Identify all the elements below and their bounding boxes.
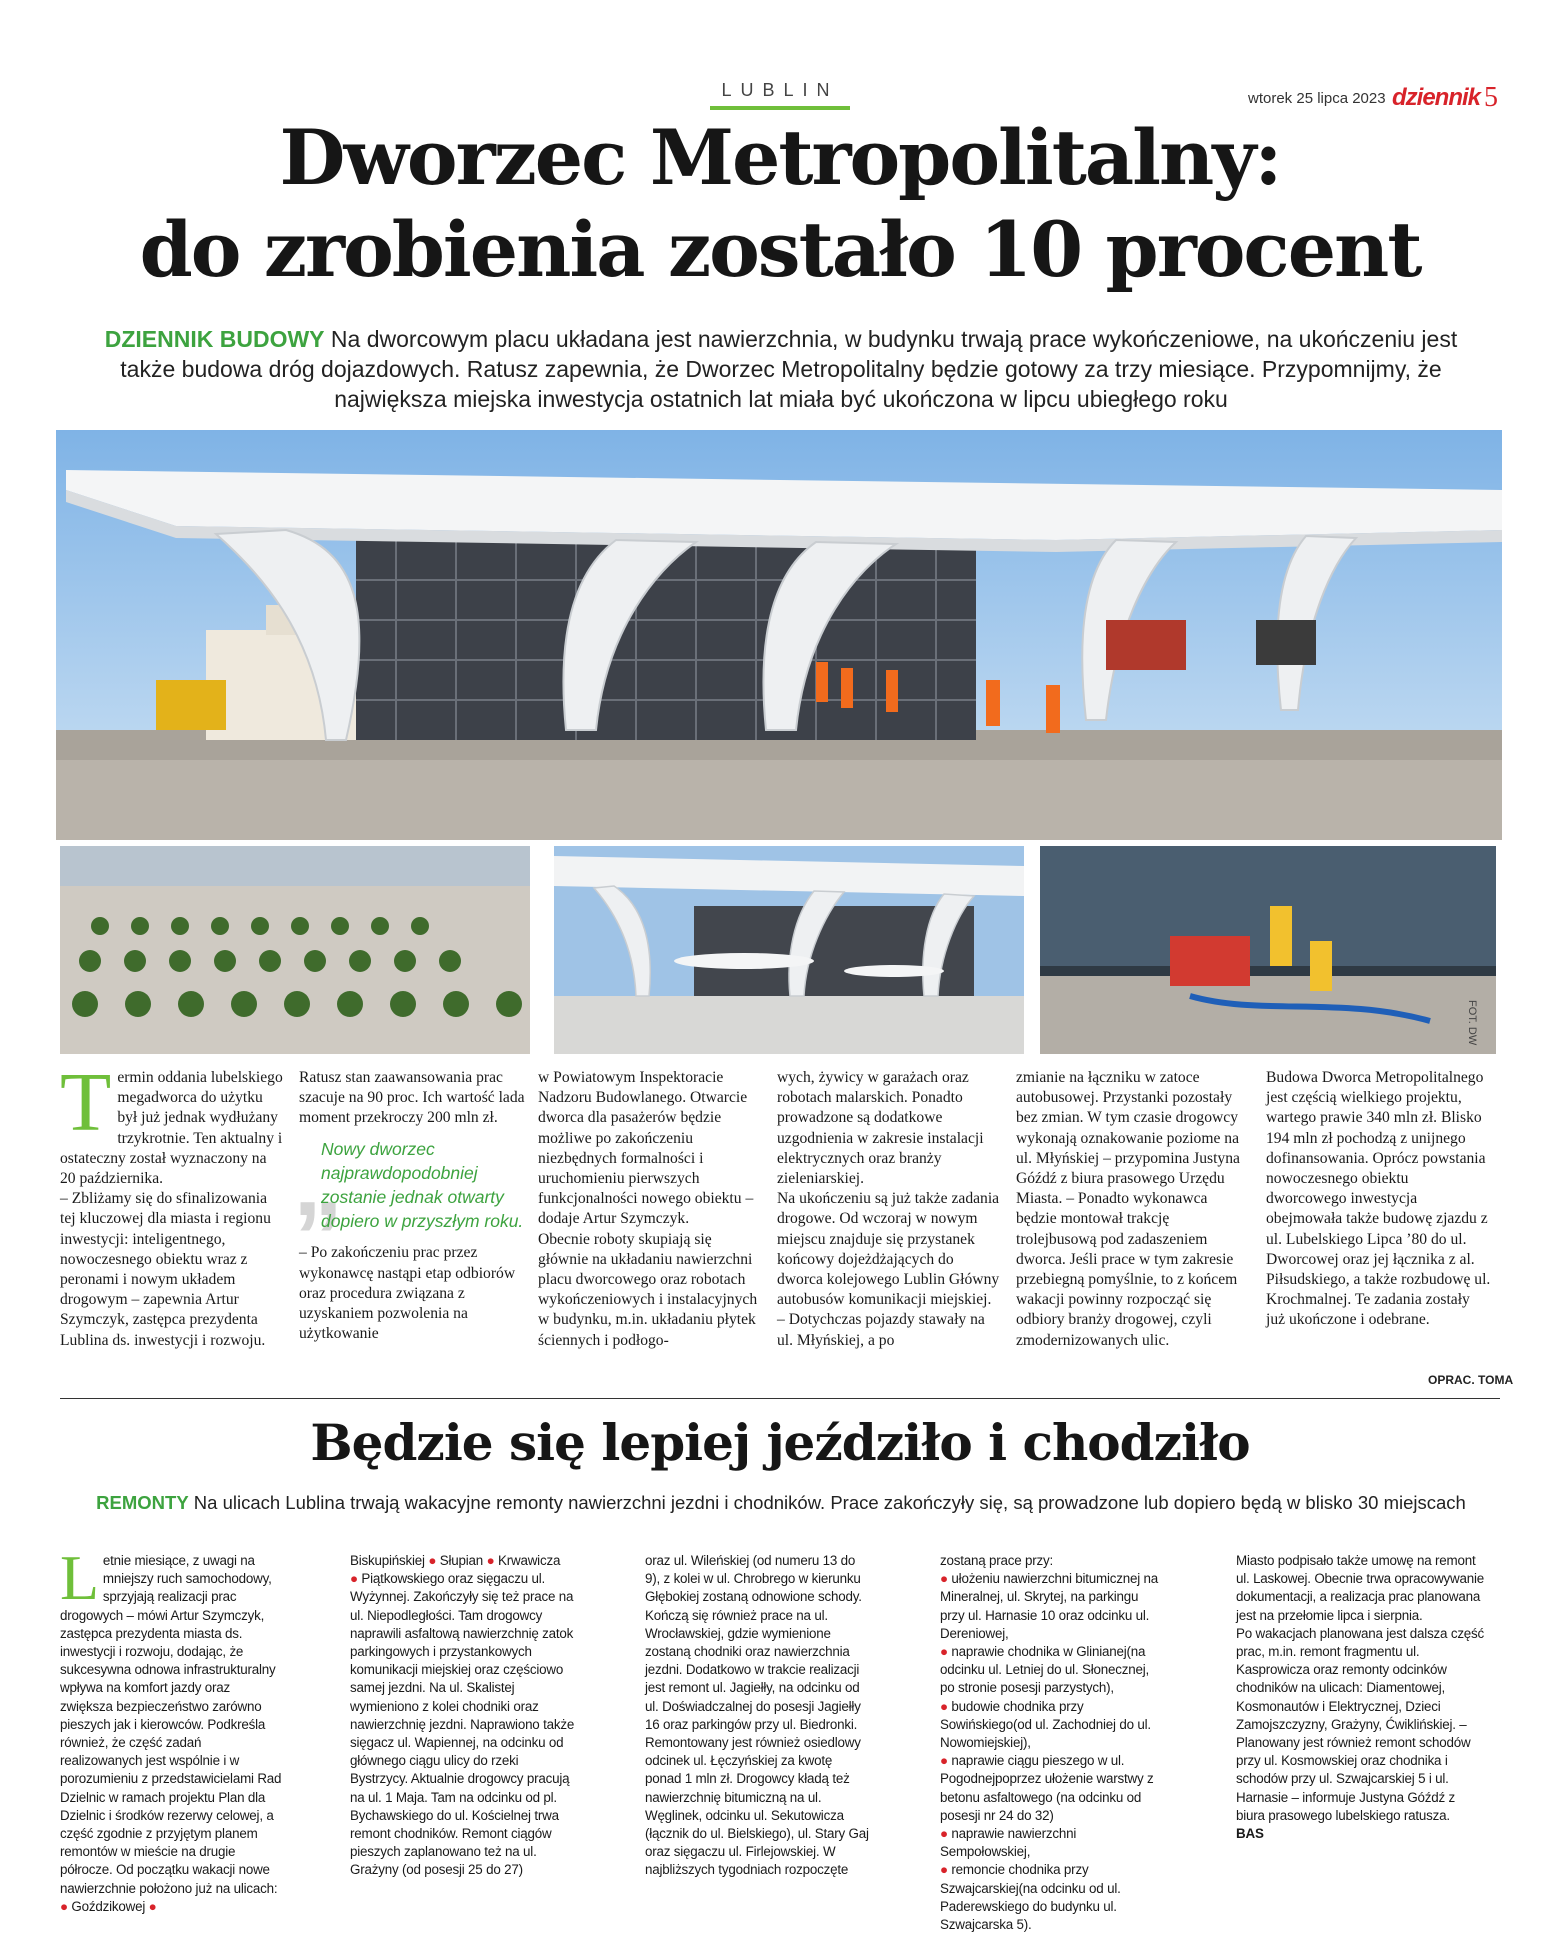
paragraph: ermin oddania lubelskiego megadworca do użytku był już jednak wydłużany trzykrotnie. Ten aktualny i ostateczny został wyznaczony na 20 października. bbox=[60, 1069, 283, 1188]
headline-line-2: do zrobienia zostało 10 procent bbox=[139, 205, 1421, 294]
bullet-dot: ● bbox=[940, 1862, 948, 1878]
article2-column-3 bbox=[645, 1552, 871, 1880]
list-item: naprawie ciągu pieszego w ul. Pogodnejpoprzez ułożenie warstwy z betonu asfaltowego (na odcinku od posesji nr 24 do 32) bbox=[940, 1753, 1154, 1823]
dropcap: T bbox=[60, 1056, 112, 1149]
article1-kicker: DZIENNIK BUDOWY bbox=[104, 326, 325, 352]
bullet-dot: ● bbox=[428, 1553, 437, 1568]
article2-headline: Będzie się lepiej jeździło i chodziło bbox=[310, 1413, 1250, 1472]
list-item: ułożeniu nawierzchni bitumicznej na Mineralnej, ul. Skrytej, na parkingu przy ul. Harnasie 10 oraz odcinku ul. Dereniowej, bbox=[940, 1571, 1159, 1641]
photo-planted-square bbox=[60, 846, 530, 1054]
paragraph: w Powiatowym Inspektoracie Nadzoru Budowlanego. Otwarcie dworca dla pasażerów będzie możliwe po zakończeniu niezbędnych formalności i uruchomieniu pierwszych funkcjonalności nowego obiektu – dodaje Artur Szymczyk. bbox=[538, 1069, 754, 1228]
street-name: Biskupińskiej bbox=[350, 1553, 425, 1568]
article1-column-5 bbox=[1016, 1068, 1242, 1351]
paragraph: – Po zakończeniu prac przez wykonawcę nastąpi etap odbiorów oraz procedura związana z uzyskaniem pozwolenia na użytkowanie bbox=[299, 1244, 516, 1343]
paragraph: Zakończyły się też prace na ul. Niepodległości. Tam drogowcy naprawili asfaltową nawierzchnię zatok parkingowych i przystankowych komunikacji miejskiej oraz częściowo samej jezdni. Na ul. Skalistej wymieniono z kolei chodniki oraz nawierzchnię jezdni. Naprawiono także sięgacz ul. Wapiennej, na odcinku od głównego ciągu ulicy do rzeki Bystrzycy. Aktualnie drogowcy pracują na ul. 1 Maja. Tam na odcinku od pl. Bychawskiego do ul. Kościelnej trwa remont chodników. Remont ciągów pieszych zaplanowano też na ul. Grażyny (od posesji 25 do 27) bbox=[350, 1589, 575, 1878]
street-name: Goździkowej bbox=[71, 1898, 146, 1914]
article2-column-5 bbox=[1236, 1552, 1486, 1843]
headline-line-1: Dworzec Metropolitalny: bbox=[279, 113, 1281, 202]
paragraph: oraz ul. Wileńskiej (od numeru 13 do 9), z kolei w ul. Chrobrego w kierunku Głębokiej zostaną odnowione schody. Kończą się również prace na ul. Wrocławskiej, gdzie wymienione zostaną chodniki oraz nawierzchnia jezdni. Dodatkowo w trakcie realizacji jest remont ul. Jagiełły, na odcinku od ul. Doświadczalnej do posesji Jagiełły 16 oraz parkingów przy ul. Biedronki. Remontowany jest również osiedlowy odcinek ul. Łęczyńskiej za kwotę ponad 1 mln zł. Drogowcy kładą też nawierzchnię bitumiczną na ul. Węglinek, odcinku ul. Sekutowicza (łącznik do ul. Bielskiego), ul. Stary Gaj oraz sięgaczu ul. Firlejowskiej. W najbliższych tygodniach rozpoczęte bbox=[645, 1553, 869, 1878]
bullet-dot: ● bbox=[486, 1553, 495, 1568]
main-photo-station-canopy bbox=[56, 430, 1502, 840]
article2-column-1 bbox=[60, 1542, 286, 1916]
photo-workers-drilling bbox=[1040, 846, 1496, 1054]
paragraph: Miasto podpisało także umowę na remont ul. Laskowej. Obecnie trwa opracowywanie dokumentacji, a realizacja prac planowana jest na przełomie lipca i sierpnia. bbox=[1236, 1553, 1485, 1623]
article2-column-2 bbox=[350, 1552, 576, 1880]
article2-lead bbox=[76, 1492, 1486, 1514]
brand-logo: dziennik bbox=[1392, 84, 1481, 111]
article1-headline bbox=[60, 112, 1500, 296]
street-name: Piątkowskiego oraz sięgaczu ul. Wyżynnej. bbox=[350, 1571, 546, 1605]
pullquote bbox=[293, 1124, 525, 1237]
street-name: Słupian bbox=[439, 1553, 484, 1568]
street-name: Krwawicza bbox=[498, 1553, 561, 1568]
paragraph: zmianie na łączniku w zatoce autobusowej. Przystanki pozostały bez zmian. W tym czasie drogowcy wykonają oznakowanie poziome na ul. Młyńskiej – przypomina Justyna Góźdź z biura prasowego Urzędu Miasta. – Ponadto wykonawca będzie montował trakcję trolejbusową pod zadaszeniem dworca. Jeśli prace w tym zakresie przebiegną pomyślnie, to z końcem wakacji powinny rozpocząć się odbiory branży drogowej, czyli zmodernizowanych ulic. bbox=[1016, 1069, 1240, 1349]
list-item: remoncie chodnika przy Szwajcarskiej(na odcinku od ul. Paderewskiego do budynku ul. Szwajcarska 5). bbox=[940, 1862, 1121, 1933]
pullquote-text: Nowy dworzec najprawdopodobniej zostanie jednak otwarty dopiero w przyszłym roku. bbox=[321, 1138, 524, 1232]
paragraph: wych, żywicy w garażach oraz robotach malarskich. Ponadto prowadzone są dodatkowe uzgodnienia w zakresie instalacji elektrycznych oraz branży zieleniarskiej. bbox=[777, 1069, 984, 1188]
bullet-dot: ● bbox=[940, 1753, 948, 1769]
article1-column-4 bbox=[777, 1068, 1003, 1351]
page-number: 5 bbox=[1484, 82, 1498, 113]
article2-kicker: REMONTY bbox=[96, 1492, 189, 1513]
bullet-dot: ● bbox=[940, 1571, 948, 1587]
list-item: naprawie chodnika w Glinianej(na odcinku ul. Letniej do ul. Słonecznej, po stronie posesji parzystych), bbox=[940, 1644, 1150, 1696]
article2-byline: BAS bbox=[1236, 1826, 1264, 1842]
article2-lead-text: Na ulicach Lublina trwają wakacyjne remonty nawierzchni jezdni i chodników. Prace zakończyły się, są prowadzone lub dopiero będą w blisko 30 miejscach bbox=[193, 1492, 1466, 1513]
section-rule bbox=[710, 106, 850, 110]
bullet-dot: ● bbox=[60, 1898, 68, 1914]
article2-column-4 bbox=[940, 1552, 1166, 1934]
article1-lead bbox=[76, 324, 1486, 414]
article1-column-1 bbox=[60, 1056, 286, 1351]
bullet-dot: ● bbox=[350, 1571, 358, 1587]
article-divider bbox=[60, 1398, 1500, 1399]
bullet-dot: ● bbox=[148, 1898, 157, 1914]
photo-credit: FOT. DW bbox=[1466, 1000, 1478, 1046]
paragraph: Na ukończeniu są już także zadania drogowe. Od wczoraj w nowym miejscu znajduje się przystanek końcowy dojeżdżających do dworca kolejowego Lublin Główny autobusów komunikacji miejskiej. bbox=[777, 1190, 1000, 1309]
dropcap: L bbox=[60, 1542, 99, 1613]
paragraph: – Dotychczas pojazdy stawały na ul. Młyńskiej, a po bbox=[777, 1311, 985, 1349]
paragraph: – Zbliżamy się do sfinalizowania tej kluczowej dla miasta i regionu inwestycji: inteligentnego, nowoczesnego obiektu wraz z peronami i nowym układem drogowym – zapewnia Artur Szymczyk, zastępca prezydenta Lublina ds. inwestycji i rozwoju. bbox=[60, 1190, 271, 1349]
section-tag: LUBLIN bbox=[721, 80, 839, 100]
photo-canopy-plaza bbox=[554, 846, 1024, 1054]
bullet-dot: ● bbox=[940, 1644, 948, 1660]
article1-column-6 bbox=[1266, 1068, 1492, 1331]
article1-byline: OPRAC. TOMA bbox=[1428, 1373, 1514, 1387]
article1-column-2 bbox=[293, 1068, 525, 1344]
paragraph: Po wakacjach planowana jest dalsza część prac, m.in. remont fragmentu ul. Kasprowicza oraz remonty odcinków chodników na ulicach: Diamentowej, Kosmonautów i Elektrycznej, Dzieci Zamojszczyzny, Grażyny, Ćwiklińskiej. – Planowany jest również remont schodów przy ul. Kosmowskiej oraz chodnika i schodów przy ul. Szwajcarskiej 5 i ul. Harnasie – informuje Justyna Góźdź z biura prasowego lubelskiego ratusza. bbox=[1236, 1625, 1485, 1823]
paragraph: Budowa Dworca Metropolitalnego jest częścią wielkiego projektu, wartego prawie 340 mln zł. Blisko 194 mln zł pochodzą z unijnego dofinansowania. Oprócz powstania nowoczesnego obiektu dworcowego inwestycja obejmowała także budowę zjazdu z ul. Lubelskiego Lipca ’80 do ul. Dworcowej oraz jej łącznika z al. Piłsudskiego, a także rozbudowę ul. Krochmalnej. Te zadania zostały już ukończone i odebrane. bbox=[1266, 1069, 1491, 1329]
article1-column-3 bbox=[538, 1068, 764, 1351]
bullet-dot: ● bbox=[940, 1698, 948, 1714]
quote-mark: „ bbox=[293, 1124, 343, 1237]
paragraph: zostaną prace przy: bbox=[940, 1553, 1054, 1568]
list-item: naprawie nawierzchni Sempołowskiej, bbox=[940, 1826, 1077, 1860]
issue-date: wtorek 25 lipca 2023 bbox=[1248, 90, 1386, 107]
paragraph: Ratusz stan zaawansowania prac szacuje na 90 proc. Ich wartość lada moment przekroczy 200 mln zł. bbox=[299, 1069, 525, 1127]
paragraph: Obecnie roboty skupiają się głównie na układaniu nawierzchni placu dworcowego oraz robotach wykończeniowych i instalacyjnych w budynku, m.in. układaniu płytek ściennych i podłogo- bbox=[538, 1230, 758, 1349]
bullet-dot: ● bbox=[940, 1826, 948, 1842]
paragraph: etnie miesiące, z uwagi na mniejszy ruch samochodowy, sprzyjają realizacji prac drogowych – mówi Artur Szymczyk, zastępca prezydenta miasta ds. inwestycji i rozwoju, dodając, że sukcesywna odnowa infrastrukturalny wpływa na komfort jazdy oraz zwiększa bezpieczeństwo zarówno pieszych jak i kierowców. Podkreśla również, że część zadań realizowanych jest wspólnie i w porozumieniu z przedstawicielami Rad Dzielnic w ramach projektu Plan dla Dzielnic i środków rezerwy celowej, a część zgodnie z przyjętym planem remontów w mieście na drugie półrocze. Od początku wakacji nowe nawierzchnie położono już na ulicach: bbox=[60, 1553, 282, 1896]
article1-lead-text: Na dworcowym placu układana jest nawierzchnia, w budynku trwają prace wykończeniowe, na ukończeniu jest także budowa dróg dojazdowych. Ratusz zapewnia, że Dworzec Metropolitalny będzie gotowy za trzy miesiące. Przypomnijmy, że największa miejska inwestycja ostatnich lat miała być ukończona w lipcu ubiegłego roku bbox=[120, 326, 1458, 412]
list-item: budowie chodnika przy Sowińskiego(od ul. Zachodniej do ul. Nowomiejskiej), bbox=[940, 1698, 1151, 1751]
